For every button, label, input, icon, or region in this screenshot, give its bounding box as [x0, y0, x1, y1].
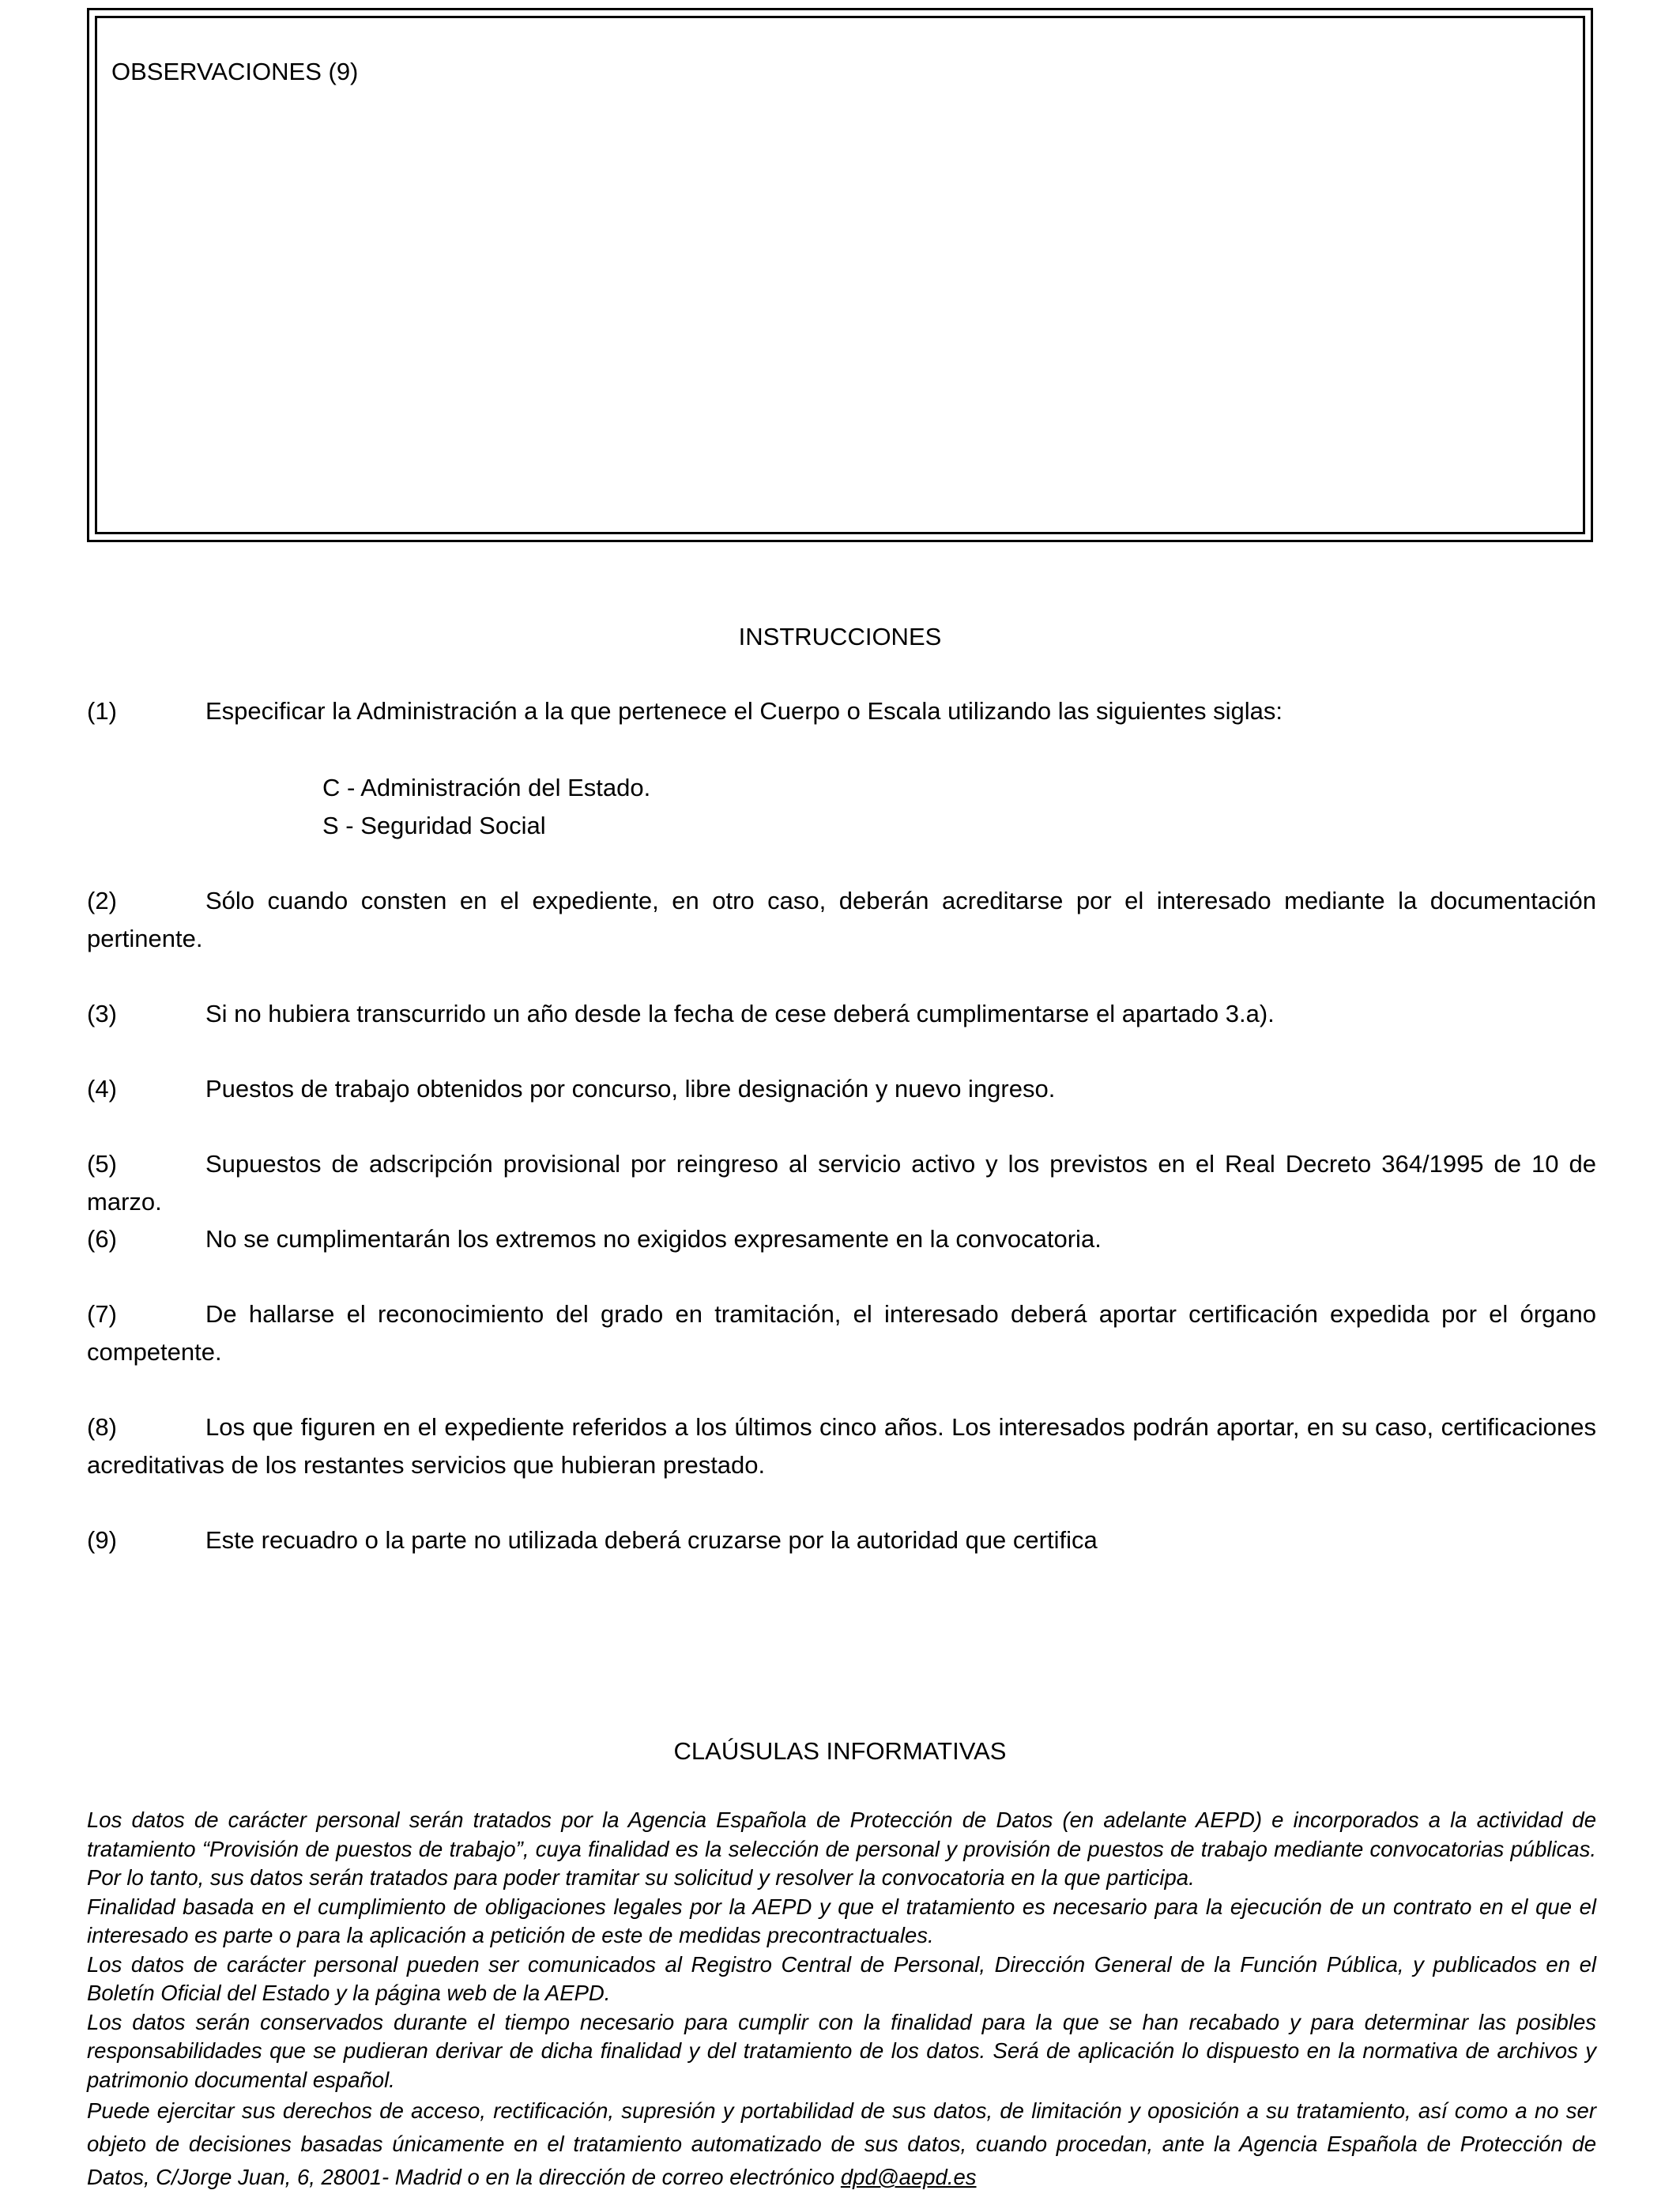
- instruction-item-7: [87, 1295, 1596, 1371]
- instruction-text: Sólo cuando consten en el expediente, en otro caso, deberán acreditarse por el interesado mediante la documentación pertinente.: [87, 887, 1596, 952]
- clausula-rights-paragraph: [87, 2094, 1596, 2194]
- instruction-number: (4): [87, 1075, 117, 1103]
- instruction-number: (1): [87, 697, 117, 725]
- clausula-rights-text: Puede ejercitar sus derechos de acceso, rectificación, supresión y portabilidad de sus datos, de limitación y oposición a su tratamiento, así como a no ser objeto de decisiones basadas únicamente en el tratamiento automatizado de sus datos, cuando procedan, ante la Agencia Española de Protección de Datos, C/Jorge Juan, 6, 28001- Madrid o en la dirección de correo electrónico: [87, 2098, 1596, 2189]
- instruction-number: (8): [87, 1413, 117, 1441]
- observaciones-inner-border: [95, 16, 1585, 534]
- instruction-text: Los que figuren en el expediente referidos a los últimos cinco años. Los interesados podrán aportar, en su caso, certificaciones acreditativas de los restantes servicios que hubieran prestado.: [87, 1413, 1596, 1479]
- instruction-number: (9): [87, 1526, 117, 1554]
- instruction-item-6: [87, 1220, 1596, 1258]
- instruction-text: Si no hubiera transcurrido un año desde la fecha de cese deberá cumplimentarse el apartado 3.a).: [205, 1000, 1275, 1027]
- instruction-item-5: [87, 1145, 1596, 1221]
- instruction-number: (6): [87, 1225, 117, 1253]
- instruction-text: De hallarse el reconocimiento del grado en tramitación, el interesado deberá aportar certificación expedida por el órgano competente.: [87, 1300, 1596, 1366]
- clausulas-title: CLAÚSULAS INFORMATIVAS: [673, 1737, 1007, 1765]
- instruction-item-4: [87, 1070, 1596, 1108]
- instruction-item-1: [87, 692, 1596, 730]
- instruction-text: No se cumplimentarán los extremos no exigidos expresamente en la convocatoria.: [205, 1225, 1102, 1253]
- instruction-text: Supuestos de adscripción provisional por reingreso al servicio activo y los previstos en el Real Decreto 364/1995 de 10 de marzo.: [87, 1150, 1596, 1216]
- instruction-number: (2): [87, 887, 117, 914]
- clausula-paragraph: Finalidad basada en el cumplimiento de obligaciones legales por la AEPD y que el tratamiento es necesario para la ejecución de un contrato en el que el interesado es parte o para la aplicación a petición de este de medidas precontractuales.: [87, 1894, 1596, 1947]
- instruction-text: Puestos de trabajo obtenidos por concurso, libre designación y nuevo ingreso.: [205, 1075, 1056, 1103]
- clausulas-body: [87, 1806, 1596, 2194]
- instruction-number: (3): [87, 1000, 117, 1027]
- instruction-item-2: [87, 882, 1596, 958]
- instruction-item-9: [87, 1521, 1596, 1559]
- sigla-c: C - Administración del Estado.: [322, 774, 651, 801]
- instruction-number: (5): [87, 1150, 117, 1178]
- instruction-number: (7): [87, 1300, 117, 1328]
- clausula-paragraph: Los datos de carácter personal pueden ser comunicados al Registro Central de Personal, Dirección General de la Función Pública, y publicados en el Boletín Oficial del Estado y la página web de la AEPD.: [87, 1951, 1596, 2005]
- clausula-paragraph: Los datos serán conservados durante el tiempo necesario para cumplir con la finalidad para la que se han recabado y para determinar las posibles responsabilidades que se pudieran derivar de dicha finalidad y del tratamiento de los datos. Será de aplicación lo dispuesto en la normativa de archivos y patrimonio documental español.: [87, 2009, 1596, 2092]
- observaciones-box: [87, 8, 1593, 542]
- clausula-paragraph: Los datos de carácter personal serán tratados por la Agencia Española de Protección de Datos (en adelante AEPD) e incorporados a la actividad de tratamiento “Provisión de puestos de trabajo”, cuya finalidad es la selección de personal y provisión de puestos de trabajo mediante convocatorias públicas. Por lo tanto, sus datos serán tratados para poder tramitar su solicitud y resolver la convocatoria en la que participa.: [87, 1808, 1596, 1890]
- observaciones-label: OBSERVACIONES (9): [111, 58, 359, 85]
- email-link[interactable]: dpd@aepd.es: [840, 2165, 977, 2189]
- sigla-s: S - Seguridad Social: [322, 812, 546, 839]
- instruction-text: Especificar la Administración a la que pertenece el Cuerpo o Escala utilizando las siguientes siglas:: [205, 697, 1283, 725]
- instruction-item-3: [87, 995, 1596, 1033]
- instrucciones-title: INSTRUCCIONES: [738, 623, 942, 650]
- instruction-item-8: [87, 1408, 1596, 1484]
- instruction-text: Este recuadro o la parte no utilizada deberá cruzarse por la autoridad que certifica: [205, 1526, 1098, 1554]
